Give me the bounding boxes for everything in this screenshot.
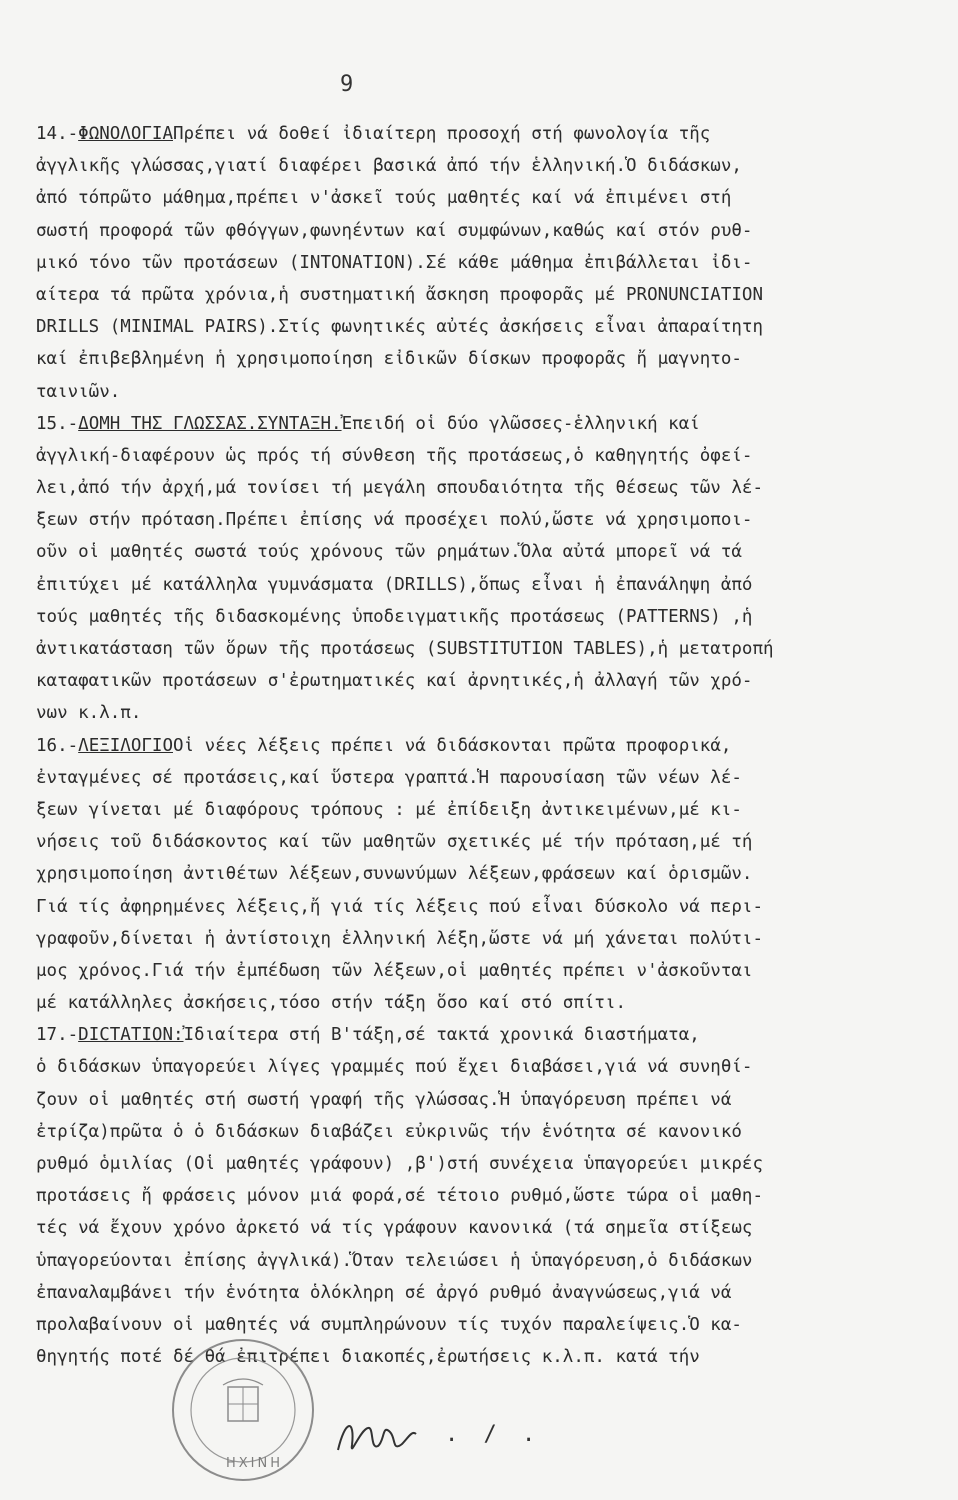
line-text: DRILLS (MINIMAL PAIRS).Στίς φωνητικές αὐτές ἀσκήσεις εἶναι ἀπαραίτητη — [36, 317, 763, 338]
text-line — [36, 569, 946, 601]
text-line — [36, 794, 946, 826]
text-line — [36, 955, 946, 987]
section-number: 15.- — [36, 413, 79, 434]
text-line — [36, 923, 946, 955]
text-line — [36, 1277, 946, 1309]
line-text: γραφοῦν,δίνεται ἡ ἀντίστοιχη ἑλληνική λέξη,ὥστε νά μή χάνεται πολύτι- — [36, 928, 763, 949]
text-line — [36, 118, 946, 150]
line-text: ἀπό τόπρῶτο μάθημα,πρέπει ν'ἀσκεῖ τούς μαθητές καί νά ἐπιμένει στή — [36, 188, 732, 209]
line-text: λει,ἀπό τήν ἀρχή,μά τονίσει τή μεγάλη σπουδαιότητα τῆς θέσεως τῶν λέ- — [36, 478, 763, 499]
official-seal-stamp — [168, 1335, 318, 1485]
line-text: ἀγγλικῆς γλώσσας,γιατί διαφέρει βασικά ἀπό τήν ἑλληνική.Ὁ διδάσκων, — [36, 156, 742, 177]
text-line — [36, 1180, 946, 1212]
line-text: Γιά τίς ἀφηρημένες λέξεις,ἤ γιά τίς λέξεις πού εἶναι δύσκολο νά περι- — [36, 896, 763, 917]
line-text: Ἰδιαίτερα στή Β'τάξη,σέ τακτά χρονικά διαστήματα, — [183, 1025, 700, 1046]
text-line — [36, 343, 946, 375]
text-line — [36, 182, 946, 214]
text-line — [36, 1116, 946, 1148]
section-number: 16.- — [36, 735, 79, 756]
line-text: οῦν οἱ μαθητές σωστά τούς χρόνους τῶν ρημάτων.Ὅλα αὐτά μπορεῖ νά τά — [36, 542, 742, 563]
text-line — [36, 247, 946, 279]
section-heading: ΛΕΞΙΛΟΓΙΟ — [78, 735, 173, 756]
text-line — [36, 665, 946, 697]
text-line — [36, 601, 946, 633]
line-text: Πρέπει νά δοθεί ἰδιαίτερη προσοχή στή φωνολογία τῆς — [172, 124, 711, 144]
line-text: ἐπαναλαμβάνει τήν ἑνότητα ὁλόκληρη σέ ἀργό ρυθμό ἀναγνώσεως,γιά νά — [36, 1282, 732, 1303]
line-text: Ἐπειδή οἱ δύο γλῶσσες-ἑλληνική καί — [341, 413, 700, 434]
line-text: ὑπαγορεύονται ἐπίσης ἀγγλικά).Ὅταν τελειώσει ἡ ὑπαγόρευση,ὁ διδάσκων — [36, 1250, 753, 1271]
line-text: χρησιμοποίηση ἀντιθέτων λέξεων,συνωνύμων λέξεων,φράσεων καί ὁρισμῶν. — [36, 864, 753, 885]
text-line — [36, 150, 946, 182]
text-line — [36, 215, 946, 247]
text-line — [36, 440, 946, 472]
line-text: καταφατικῶν προτάσεων σ'ἐρωτηματικές καί ἀρνητικές,ἡ ἀλλαγή τῶν χρό- — [36, 671, 753, 692]
typed-text-body — [36, 118, 946, 1373]
text-line — [36, 1148, 946, 1180]
text-line — [36, 730, 946, 762]
line-text: ἐπιτύχει μέ κατάλληλα γυμνάσματα (DRILLS),ὅπως εἶναι ἡ ἐπανάληψη ἀπό — [36, 574, 753, 595]
line-text: ἐτρίζα)πρῶτα ὁ ὁ διδάσκων διαβάζει εὐκρινῶς τήν ἑνότητα σέ κανονικό — [36, 1121, 742, 1142]
section-heading: ΔΟΜΗ ΤΗΣ ΓΛΩΣΣΑΣ.ΣΥΝΤΑΞΗ. — [78, 413, 342, 434]
line-text: προτάσεις ἤ φράσεις μόνον μιά φορά,σέ τέτοιο ρυθμό,ὥστε τώρα οἱ μαθη- — [36, 1186, 763, 1207]
section-heading: ΦΩΝΟΛΟΓΙΑ — [78, 124, 173, 144]
text-line — [36, 987, 946, 1019]
text-line — [36, 504, 946, 536]
line-text: τούς μαθητές τῆς διδασκομένης ὑποδειγματικῆς προτάσεως (PATTERNS) ,ἡ — [36, 606, 753, 627]
text-line — [36, 376, 946, 408]
text-line — [36, 1212, 946, 1244]
line-text: ζουν οἱ μαθητές στή σωστή γραφή τῆς γλώσσας.Ἡ ὑπαγόρευση πρέπει νά — [36, 1089, 732, 1110]
line-text: νήσεις τοῦ διδάσκοντος καί τῶν μαθητῶν σχετικές μέ τήν πρόταση,μέ τή — [36, 832, 753, 853]
line-text: ρυθμό ὁμιλίας (Οἱ μαθητές γράφουν) ,β')στή συνέχεια ὑπαγορεύει μικρές — [36, 1154, 763, 1174]
line-text: θηγητής ποτέ δέ θά ἐπιτρέπει διακοπές,ἐρωτήσεις κ.λ.π. κατά τήν — [36, 1347, 700, 1368]
line-text: ὁ διδάσκων ὑπαγορεύει λίγες γραμμές πού ἔχει διαβάσει,γιά νά συνηθί- — [36, 1057, 753, 1078]
section-number: 14.- — [36, 124, 79, 144]
text-line — [36, 826, 946, 858]
line-text: σωστή προφορά τῶν φθόγγων,φωνηέντων καί συμφώνων,καθώς καί στόν ρυθ- — [36, 220, 753, 241]
page-end-mark: . / . — [445, 1422, 542, 1447]
page-number: 9 — [340, 72, 356, 97]
line-text: ξεων γίνεται μέ διαφόρους τρόπους : μέ ἐπίδειξη ἀντικειμένων,μέ κι- — [36, 799, 742, 820]
text-line — [36, 1084, 946, 1116]
text-line — [36, 762, 946, 794]
line-text: ξεων στήν πρόταση.Πρέπει ἐπίσης νά προσέχει πολύ,ὥστε νά χρησιμοποι- — [36, 510, 753, 531]
text-line — [36, 697, 946, 729]
text-line — [36, 1245, 946, 1277]
line-text: νων κ.λ.π. — [36, 703, 142, 724]
text-line — [36, 858, 946, 890]
line-text: μος χρόνος.Γιά τήν ἐμπέδωση τῶν λέξεων,οἱ μαθητές πρέπει ν'ἀσκοῦνται — [36, 960, 753, 981]
text-line — [36, 279, 946, 311]
text-line — [36, 1051, 946, 1083]
line-text: Οἱ νέες λέξεις πρέπει νά διδάσκονται πρῶτα προφορικά, — [172, 735, 732, 756]
line-text: μέ κατάλληλες ἀσκήσεις,τόσο στήν τάξη ὅσο καί στό σπίτι. — [36, 993, 627, 1014]
line-text: τές νά ἔχουν χρόνο ἀρκετό νά τίς γράφουν κανονικά (τά σημεῖα στίξεως — [36, 1218, 753, 1239]
line-text: προλαβαίνουν οἱ μαθητές νά συμπληρώνουν τίς τυχόν παραλείψεις.Ὁ κα- — [36, 1314, 742, 1335]
line-text: αίτερα τά πρῶτα χρόνια,ἡ συστηματική ἄσκηση προφορᾶς μέ PRONUNCIATION — [36, 284, 763, 305]
line-text: ἐνταγμένες σέ προτάσεις,καί ὕστερα γραπτά.Ἡ παρουσίαση τῶν νέων λέ- — [36, 767, 742, 788]
text-line — [36, 408, 946, 440]
svg-text:ΗΧΙΝΗ: ΗΧΙΝΗ — [226, 1456, 284, 1471]
text-line — [36, 633, 946, 665]
text-line — [36, 1019, 946, 1051]
section-heading: DICTATION: — [78, 1025, 184, 1046]
text-line — [36, 891, 946, 923]
text-line — [36, 536, 946, 568]
text-line — [36, 472, 946, 504]
line-text: καί ἐπιβεβλημένη ἡ χρησιμοποίηση εἰδικῶν δίσκων προφορᾶς ἤ μαγνητο- — [36, 349, 742, 370]
line-text: ταινιῶν. — [36, 381, 121, 402]
line-text: ἀγγλική-διαφέρουν ὡς πρός τή σύνθεση τῆς προτάσεως,ὁ καθηγητής ὀφεί- — [36, 445, 753, 466]
text-line — [36, 311, 946, 343]
section-number: 17.- — [36, 1025, 79, 1046]
handwritten-signature — [330, 1410, 420, 1465]
line-text: μικό τόνο τῶν προτάσεων (INTONATION).Σέ κάθε μάθημα ἐπιβάλλεται ἰδι- — [36, 252, 753, 273]
line-text: ἀντικατάσταση τῶν ὅρων τῆς προτάσεως (SUBSTITUTION TABLES),ἡ μετατροπή — [36, 639, 774, 659]
